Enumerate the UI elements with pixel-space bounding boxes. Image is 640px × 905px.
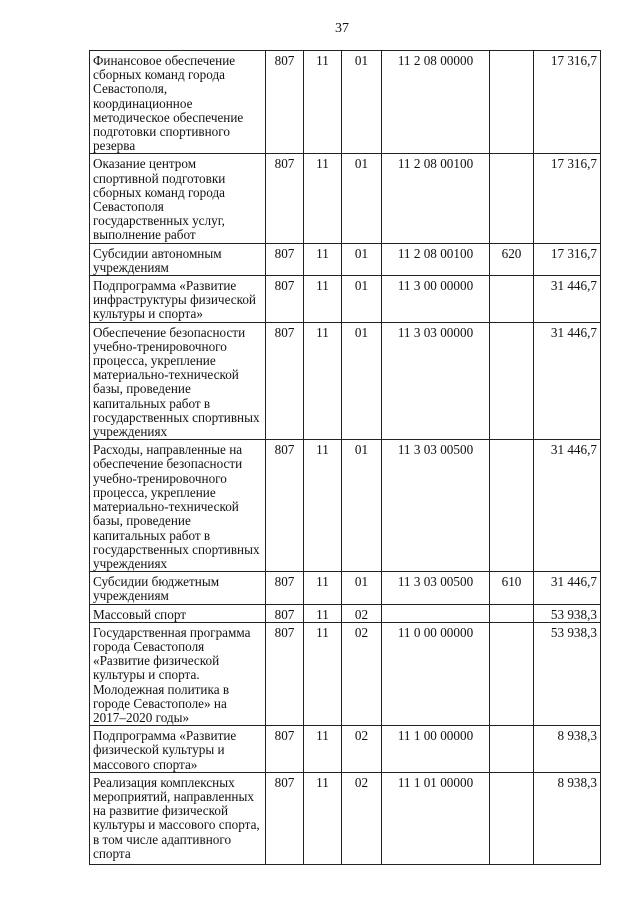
row-amount: 31 446,7 [534,440,601,572]
row-ministry-code: 807 [266,572,304,604]
row-ministry-code: 807 [266,276,304,323]
row-expense-code [490,604,534,622]
row-amount: 31 446,7 [534,322,601,440]
row-ministry-code: 807 [266,622,304,725]
row-subsection-code: 01 [342,322,382,440]
row-section-code: 11 [304,154,342,243]
row-subsection-code: 02 [342,772,382,864]
row-ministry-code: 807 [266,154,304,243]
row-amount: 8 938,3 [534,772,601,864]
row-expense-code [490,726,534,773]
row-subsection-code: 01 [342,440,382,572]
row-expense-code [490,322,534,440]
row-amount: 8 938,3 [534,726,601,773]
row-name: Обеспечение безопасности учебно-тренировочного процесса, укрепление материально-технической базы, проведение капитальных работ в государственных спортивных учреждениях [90,322,266,440]
row-section-code: 11 [304,51,342,154]
row-section-code: 11 [304,572,342,604]
row-amount: 53 938,3 [534,604,601,622]
row-section-code: 11 [304,276,342,323]
row-name: Расходы, направленные на обеспечение безопасности учебно-тренировочного процесса, укрепление материально-технической базы, проведение капитальных работ в государственных спортивных учреждениях [90,440,266,572]
row-expense-code [490,772,534,864]
table-row [90,726,601,773]
row-subsection-code: 01 [342,276,382,323]
row-name: Субсидии автономным учреждениям [90,243,266,275]
row-ministry-code: 807 [266,51,304,154]
row-name: Подпрограмма «Развитие физической культуры и массового спорта» [90,726,266,773]
row-expense-code [490,440,534,572]
row-expense-code [490,276,534,323]
row-ministry-code: 807 [266,604,304,622]
table-row [90,572,601,604]
row-expense-code: 620 [490,243,534,275]
row-target-code: 11 1 00 00000 [382,726,490,773]
row-expense-code [490,51,534,154]
table-row [90,276,601,323]
row-name: Подпрограмма «Развитие инфраструктуры физической культуры и спорта» [90,276,266,323]
table-row [90,440,601,572]
row-target-code: 11 1 01 00000 [382,772,490,864]
row-subsection-code: 02 [342,622,382,725]
row-ministry-code: 807 [266,772,304,864]
row-subsection-code: 02 [342,726,382,773]
row-expense-code [490,154,534,243]
table-row [90,243,601,275]
row-target-code: 11 2 08 00100 [382,243,490,275]
row-expense-code [490,622,534,725]
row-subsection-code: 01 [342,51,382,154]
row-subsection-code: 01 [342,243,382,275]
row-ministry-code: 807 [266,440,304,572]
row-target-code: 11 3 03 00000 [382,322,490,440]
row-amount: 31 446,7 [534,572,601,604]
table-row [90,622,601,725]
row-section-code: 11 [304,604,342,622]
row-section-code: 11 [304,726,342,773]
row-amount: 31 446,7 [534,276,601,323]
table-row [90,154,601,243]
row-ministry-code: 807 [266,322,304,440]
row-section-code: 11 [304,622,342,725]
page-number: 37 [335,21,349,36]
row-target-code: 11 2 08 00000 [382,51,490,154]
row-amount: 53 938,3 [534,622,601,725]
row-name: Оказание центром спортивной подготовки сборных команд города Севастополя государственных услуг, выполнение работ [90,154,266,243]
row-target-code: 11 0 00 00000 [382,622,490,725]
table-row [90,51,601,154]
row-target-code: 11 3 03 00500 [382,572,490,604]
row-target-code: 11 2 08 00100 [382,154,490,243]
table-row [90,604,601,622]
row-ministry-code: 807 [266,726,304,773]
table-row [90,322,601,440]
row-name: Субсидии бюджетным учреждениям [90,572,266,604]
row-name: Финансовое обеспечение сборных команд города Севастополя, координационное методическое обеспечение подготовки спортивного резерва [90,51,266,154]
row-ministry-code: 807 [266,243,304,275]
row-subsection-code: 01 [342,154,382,243]
row-name: Массовый спорт [90,604,266,622]
row-name: Государственная программа города Севастополя «Развитие физической культуры и спорта. Молодежная политика в городе Севастополе» на 2017–2020 годы» [90,622,266,725]
row-amount: 17 316,7 [534,243,601,275]
row-target-code: 11 3 00 00000 [382,276,490,323]
row-amount: 17 316,7 [534,154,601,243]
row-target-code [382,604,490,622]
row-subsection-code: 01 [342,572,382,604]
row-section-code: 11 [304,772,342,864]
row-section-code: 11 [304,440,342,572]
row-amount: 17 316,7 [534,51,601,154]
row-section-code: 11 [304,243,342,275]
row-target-code: 11 3 03 00500 [382,440,490,572]
row-name: Реализация комплексных мероприятий, направленных на развитие физической культуры и массового спорта, в том числе адаптивного спорта [90,772,266,864]
row-section-code: 11 [304,322,342,440]
table-row [90,772,601,864]
row-expense-code: 610 [490,572,534,604]
row-subsection-code: 02 [342,604,382,622]
budget-table [89,50,601,865]
